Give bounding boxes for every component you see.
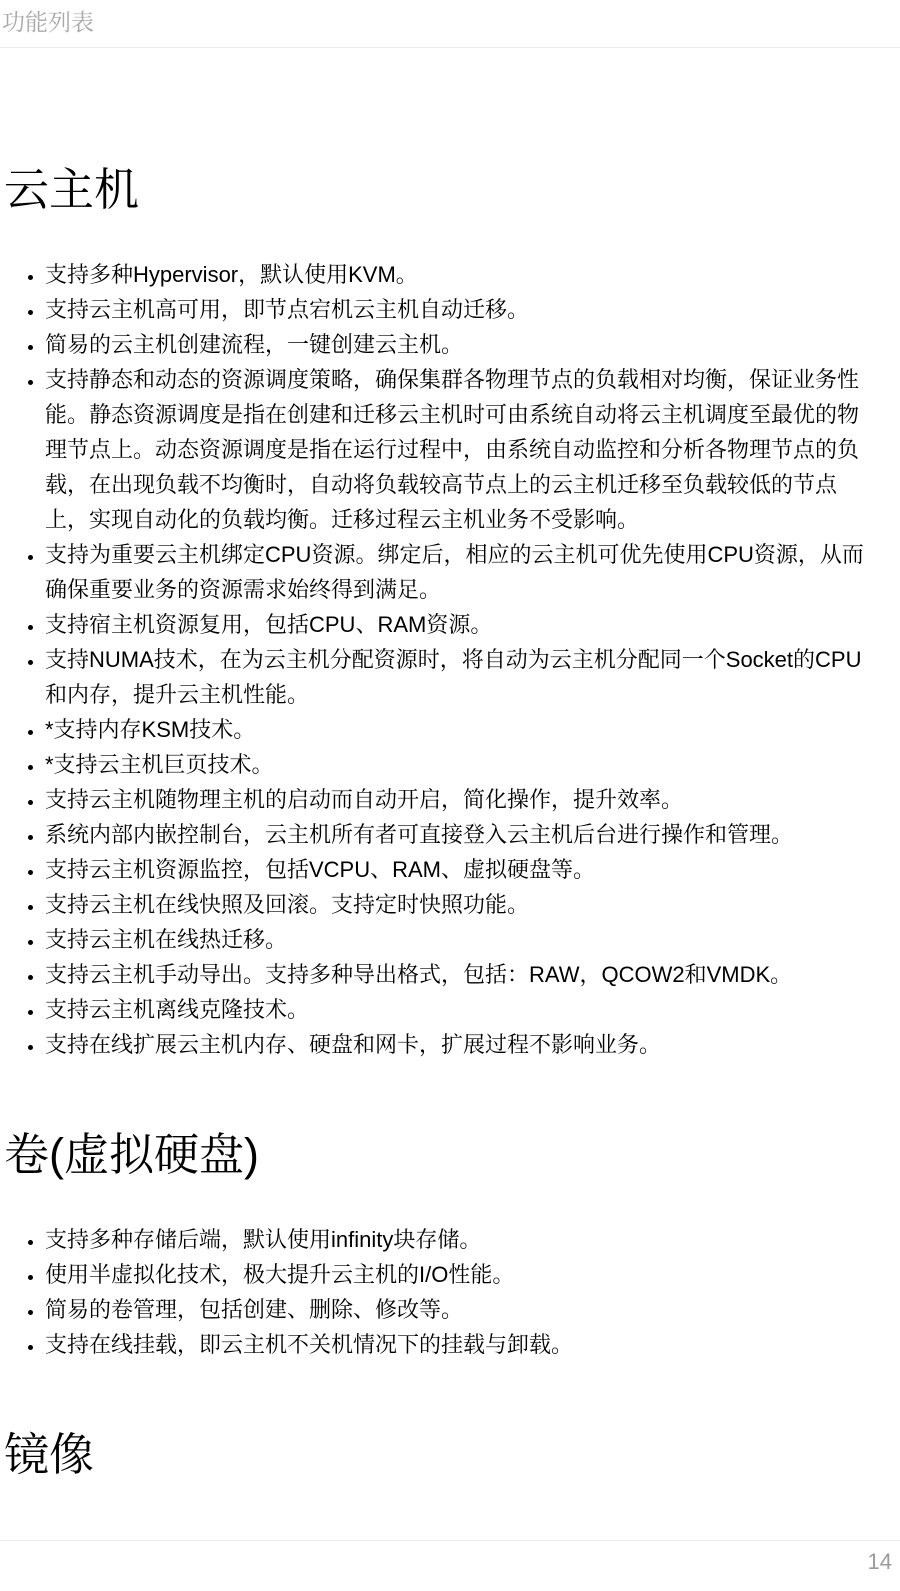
feature-item: • 使用半虚拟化技术，极大提升云主机的I/O性能。 [45, 1257, 866, 1292]
feature-item: • 支持多种Hypervisor，默认使用KVM。 [45, 257, 866, 292]
feature-item: • *支持内存KSM技术。 [45, 712, 866, 747]
feature-list-volume [0, 1222, 900, 1362]
section-image [0, 1426, 900, 1484]
section-heading-cloud-host: 云主机 [4, 164, 140, 215]
section-heading-image: 镜像 [4, 1429, 95, 1480]
feature-item: • 支持为重要云主机绑定CPU资源。绑定后，相应的云主机可优先使用CPU资源，从而确保重要业务的资源需求始终得到满足。 [45, 537, 866, 607]
feature-item: • 支持云主机离线克隆技术。 [45, 992, 866, 1027]
feature-item: • *支持云主机巨页技术。 [45, 747, 866, 782]
feature-item: • 支持在线挂载，即云主机不关机情况下的挂载与卸载。 [45, 1327, 866, 1362]
feature-item: • 简易的云主机创建流程，一键创建云主机。 [45, 327, 866, 362]
feature-item: • 支持多种存储后端，默认使用infinity块存储。 [45, 1222, 866, 1257]
section-cloud-host [0, 161, 900, 1062]
feature-item: • 支持云主机随物理主机的启动而自动开启，简化操作，提升效率。 [45, 782, 866, 817]
section-heading-volume: 卷(虚拟硬盘) [4, 1129, 259, 1180]
feature-item: • 支持静态和动态的资源调度策略，确保集群各物理节点的负载相对均衡，保证业务性能。静态资源调度是指在创建和迁移云主机时可由系统自动将云主机调度至最优的物理节点上。动态资源调度是指在运行过程中，由系统自动监控和分析各物理节点的负载，在出现负载不均衡时，自动将负载较高节点上的云主机迁移至负载较低的节点上，实现自动化的负载均衡。迁移过程云主机业务不受影响。 [45, 362, 866, 537]
feature-item: • 支持云主机资源监控，包括VCPU、RAM、虚拟硬盘等。 [45, 852, 866, 887]
feature-item: • 支持在线扩展云主机内存、硬盘和网卡，扩展过程不影响业务。 [45, 1027, 866, 1062]
page-footer [0, 1540, 900, 1575]
feature-item: • 简易的卷管理，包括创建、删除、修改等。 [45, 1292, 866, 1327]
content [0, 49, 900, 1522]
feature-item: • 支持云主机在线热迁移。 [45, 922, 866, 957]
feature-item: • 支持云主机手动导出。支持多种导出格式，包括：RAW，QCOW2和VMDK。 [45, 957, 866, 992]
page-number: 14 [867, 1549, 892, 1574]
feature-item: • 支持云主机在线快照及回滚。支持定时快照功能。 [45, 887, 866, 922]
feature-item: • 系统内部内嵌控制台，云主机所有者可直接登入云主机后台进行操作和管理。 [45, 817, 866, 852]
running-header-title: 功能列表 [2, 9, 94, 35]
feature-item: • 支持云主机高可用，即节点宕机云主机自动迁移。 [45, 292, 866, 327]
feature-item: • 支持NUMA技术，在为云主机分配资源时，将自动为云主机分配同一个Socket的CPU和内存，提升云主机性能。 [45, 642, 866, 712]
page-header [0, 0, 900, 48]
feature-list-cloud-host [0, 257, 900, 1062]
feature-item: • 支持宿主机资源复用，包括CPU、RAM资源。 [45, 607, 866, 642]
section-volume [0, 1126, 900, 1362]
